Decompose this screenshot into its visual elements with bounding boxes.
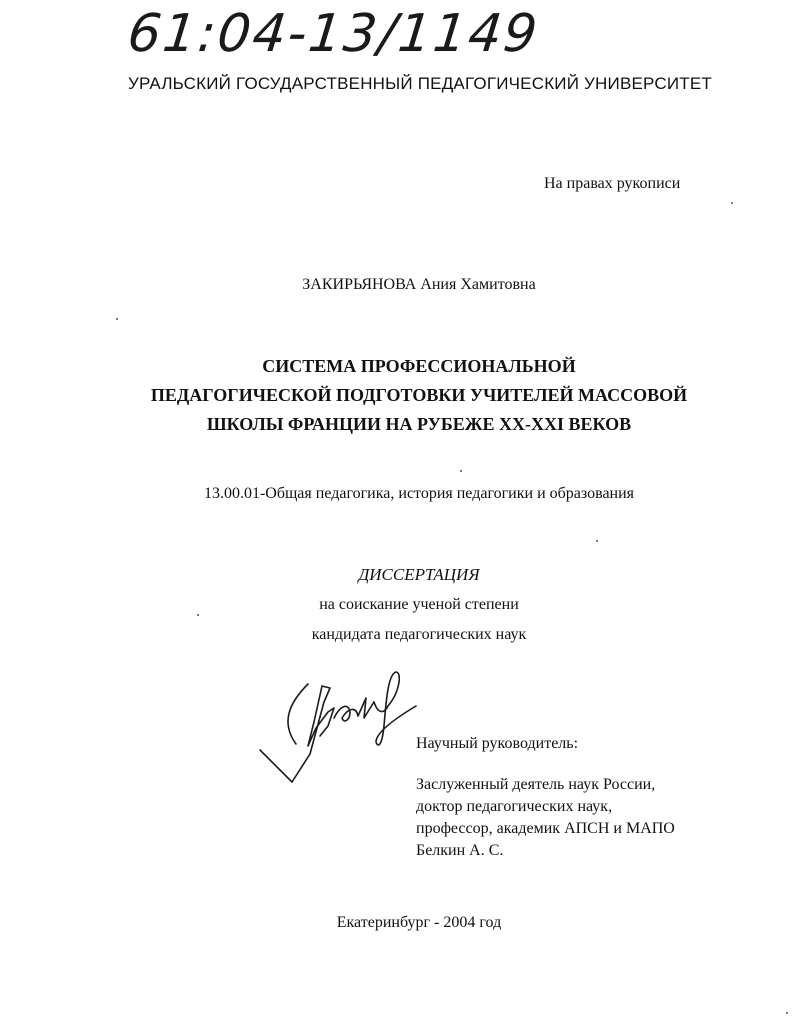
specialty-code: 13.00.01-Общая педагогика, история педагогики и образования (203, 485, 635, 502)
scan-speck (460, 470, 462, 472)
dissertation-title (0, 352, 794, 439)
title-line: ШКОЛЫ ФРАНЦИИ НА РУБЕЖЕ XX-XXI ВЕКОВ (206, 414, 632, 434)
supervisor-info (416, 774, 675, 862)
scan-speck (116, 318, 118, 320)
scan-speck (197, 614, 199, 616)
scan-speck (731, 202, 733, 204)
university-name: УРАЛЬСКИЙ ГОСУДАРСТВЕННЫЙ ПЕДАГОГИЧЕСКИЙ УНИВЕРСИТЕТ (128, 74, 712, 93)
scan-speck (596, 540, 598, 542)
title-line: СИСТЕМА ПРОФЕССИОНАЛЬНОЙ (262, 356, 576, 376)
degree-line: на соискание ученой степени (319, 596, 519, 613)
city-year: Екатеринбург - 2004 год (336, 914, 502, 931)
supervisor-line: Белкин А. С. (416, 842, 504, 859)
degree-line: кандидата педагогических наук (311, 626, 527, 643)
document-kind: ДИССЕРТАЦИЯ (358, 565, 480, 584)
supervisor-line: доктор педагогических наук, (416, 798, 613, 815)
rights-notice: На правах рукописи (544, 175, 681, 192)
supervisor-label: Научный руководитель: (416, 735, 579, 752)
supervisor-line: Заслуженный деятель наук России, (416, 776, 656, 793)
supervisor-line: профессор, академик АПСН и МАПО (416, 820, 675, 837)
author-name: ЗАКИРЬЯНОВА Ания Хамитовна (302, 276, 536, 293)
title-line: ПЕДАГОГИЧЕСКОЙ ПОДГОТОВКИ УЧИТЕЛЕЙ МАССОВОЙ (150, 385, 688, 405)
catalog-number: 61:04-13/1149 (124, 4, 542, 64)
signature (250, 662, 430, 792)
scan-speck (786, 1012, 788, 1014)
